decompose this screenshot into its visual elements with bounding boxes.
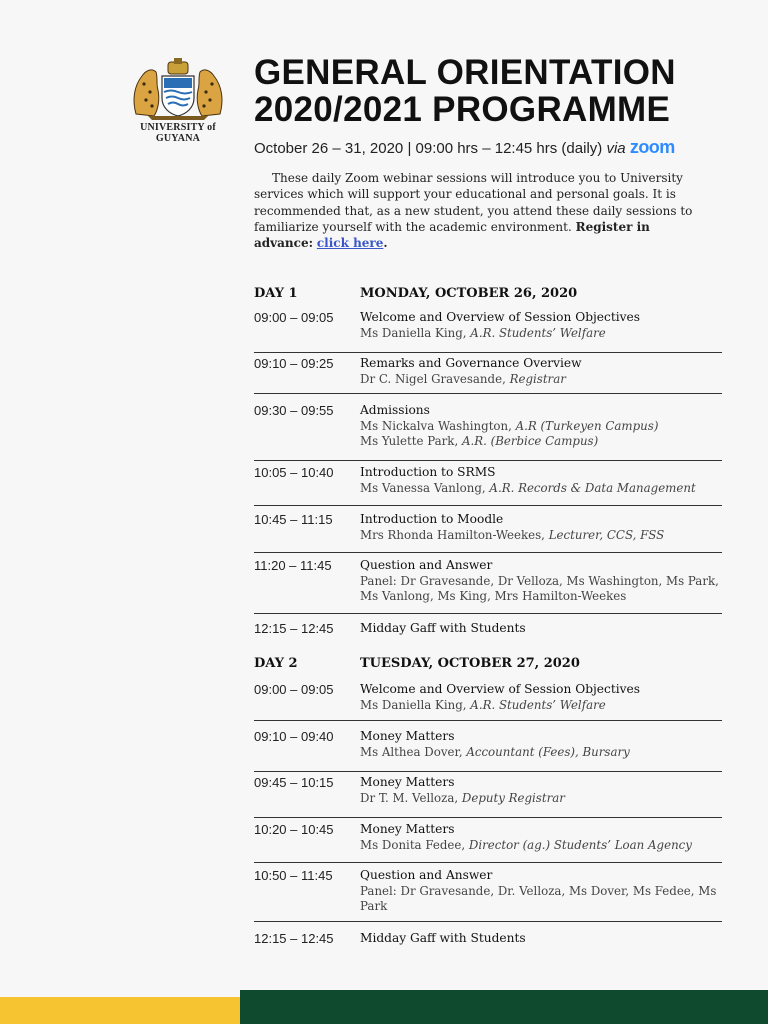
session-content: [360, 775, 722, 806]
day-label: DAY 1: [254, 286, 298, 301]
speaker-name: Ms Daniella King,: [360, 697, 471, 712]
session-speaker: [360, 372, 722, 388]
session-content: [360, 729, 722, 760]
session-content: [360, 621, 722, 637]
session-row: [254, 931, 722, 951]
programme-dateline: [254, 137, 675, 158]
session-row: [254, 558, 722, 614]
session-title: Welcome and Overview of Session Objectives: [360, 310, 640, 324]
session-time: 11:20 – 11:45: [254, 558, 332, 573]
session-time: 09:00 – 09:05: [254, 310, 334, 325]
speaker-role: A.R. Students’ Welfare: [470, 325, 606, 340]
session-title: Introduction to Moodle: [360, 512, 504, 526]
speaker-role: A.R. Students’ Welfare: [470, 697, 606, 712]
session-title: Money Matters: [360, 822, 455, 836]
session-speaker: [360, 745, 722, 761]
session-speaker: [360, 326, 722, 342]
session-time: 12:15 – 12:45: [254, 931, 334, 946]
session-title: Welcome and Overview of Session Objectives: [360, 682, 640, 696]
session-title: Midday Gaff with Students: [360, 621, 526, 635]
day-header: [254, 656, 722, 676]
session-row: [254, 356, 722, 394]
page-title: [254, 54, 676, 128]
session-time: 12:15 – 12:45: [254, 621, 334, 636]
title-line-1: GENERAL ORIENTATION: [254, 53, 676, 92]
speaker-role: Registrar: [509, 371, 566, 386]
session-content: [360, 310, 722, 341]
speaker-name: Ms Vanessa Vanlong,: [360, 480, 490, 495]
speaker-name: Ms Donita Fedee,: [360, 837, 469, 852]
session-content: [360, 931, 722, 947]
session-time: 10:45 – 11:15: [254, 512, 333, 527]
session-time: 10:20 – 10:45: [254, 822, 334, 837]
session-speaker: [360, 528, 722, 544]
session-content: [360, 356, 722, 387]
zoom-logo: zoom: [629, 137, 675, 157]
session-speaker: [360, 434, 722, 450]
speaker-name: Mrs Rhonda Hamilton-Weekes,: [360, 527, 549, 542]
session-row: [254, 822, 722, 863]
session-title: Admissions: [360, 403, 430, 417]
session-time: 09:30 – 09:55: [254, 403, 334, 418]
title-line-2: 2020/2021 PROGRAMME: [254, 90, 671, 129]
session-time: 09:10 – 09:40: [254, 729, 334, 744]
session-content: [360, 868, 722, 915]
speaker-role: Accountant (Fees), Bursary: [466, 744, 630, 759]
speaker-role: Lecturer, CCS, FSS: [548, 527, 665, 542]
speaker-role: Director (ag.) Students’ Loan Agency: [468, 837, 692, 852]
speaker-name: Ms Yulette Park,: [360, 434, 462, 448]
session-row: [254, 465, 722, 506]
session-content: [360, 403, 722, 450]
day-date: MONDAY, OCTOBER 26, 2020: [360, 286, 578, 301]
speaker-role: A.R (Turkeyen Campus): [515, 418, 659, 433]
speaker-role: A.R. (Berbice Campus): [461, 434, 599, 448]
footer-yellow-bar: [0, 997, 240, 1024]
session-row: [254, 868, 722, 922]
session-row: [254, 403, 722, 461]
coat-of-arms-icon: [128, 56, 228, 122]
session-row: [254, 682, 722, 721]
session-time: 09:10 – 09:25: [254, 356, 334, 371]
day-header: [254, 286, 722, 306]
speaker-name: Ms Nickalva Washington,: [360, 418, 516, 433]
speaker-name: Panel: Dr Gravesande, Dr Velloza, Ms Washington, Ms Park, Ms Vanlong, Ms King, Mrs Hamilton-Weekes: [360, 573, 719, 603]
speaker-role: Deputy Registrar: [461, 790, 565, 805]
intro-paragraph: [254, 170, 694, 251]
session-title: Midday Gaff with Students: [360, 931, 526, 945]
session-title: Question and Answer: [360, 868, 493, 882]
speaker-name: Ms Daniella King,: [360, 325, 471, 340]
day-label: DAY 2: [254, 656, 298, 671]
session-title: Money Matters: [360, 729, 455, 743]
session-time: 10:50 – 11:45: [254, 868, 333, 883]
session-row: [254, 729, 722, 772]
session-title: Introduction to SRMS: [360, 465, 496, 479]
session-speaker: [360, 884, 722, 915]
via-label: via: [606, 140, 626, 157]
session-speaker: [360, 838, 722, 854]
session-title: Question and Answer: [360, 558, 493, 572]
speaker-name: Dr C. Nigel Gravesande,: [360, 371, 510, 386]
session-content: [360, 682, 722, 713]
day-date: TUESDAY, OCTOBER 27, 2020: [360, 656, 580, 671]
session-speaker: [360, 419, 722, 435]
session-row: [254, 512, 722, 553]
session-time: 09:45 – 10:15: [254, 775, 334, 790]
speaker-name: Dr T. M. Velloza,: [360, 790, 462, 805]
session-row: [254, 775, 722, 818]
session-title: Money Matters: [360, 775, 455, 789]
intro-text: These daily Zoom webinar sessions will introduce you to University services which will support your educational and personal goals. It is recommended that, as a new student, you attend these daily sessions to familiarize yourself with the academic environment.: [254, 171, 693, 234]
date-time-range: October 26 – 31, 2020 | 09:00 hrs – 12:45 hrs (daily): [254, 140, 603, 157]
speaker-name: Ms Althea Dover,: [360, 744, 467, 759]
session-content: [360, 512, 722, 543]
session-speaker: [360, 481, 722, 497]
session-time: 09:00 – 09:05: [254, 682, 334, 697]
session-row: [254, 621, 722, 641]
speaker-name: Panel: Dr Gravesande, Dr. Velloza, Ms Dover, Ms Fedee, Ms Park: [360, 883, 717, 913]
session-row: [254, 310, 722, 353]
session-content: [360, 465, 722, 496]
session-time: 10:05 – 10:40: [254, 465, 334, 480]
footer-green-bar: [240, 990, 768, 1024]
register-link[interactable]: click here: [316, 236, 384, 251]
speaker-role: A.R. Records & Data Management: [489, 480, 696, 495]
session-speaker: [360, 574, 722, 605]
university-name: UNIVERSITY of GUYANA: [140, 122, 216, 144]
session-content: [360, 822, 722, 853]
session-title: Remarks and Governance Overview: [360, 356, 582, 370]
session-speaker: [360, 698, 722, 714]
session-content: [360, 558, 722, 605]
session-speaker: [360, 791, 722, 807]
register-label: Register in advance:: [254, 219, 650, 251]
register-end: .: [383, 236, 388, 251]
university-crest-logo: [118, 56, 238, 144]
